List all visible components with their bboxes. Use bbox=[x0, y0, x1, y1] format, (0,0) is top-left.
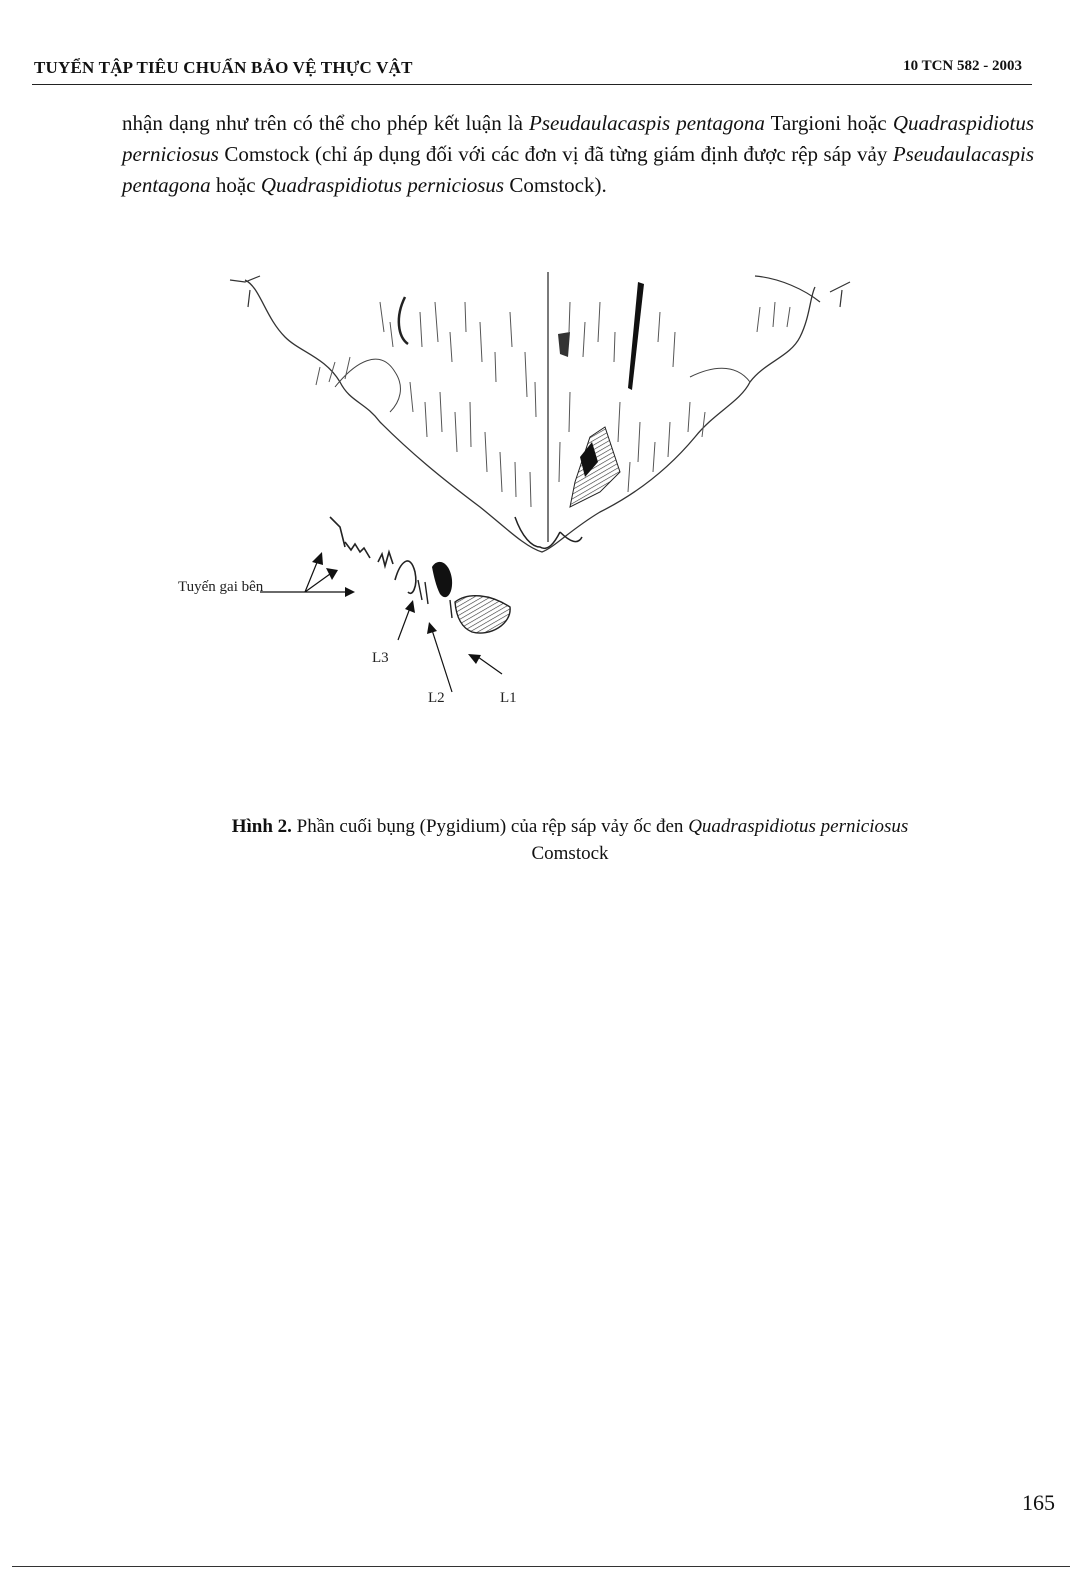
caption-author: Comstock bbox=[531, 843, 609, 864]
arrow-gland-up2-head bbox=[326, 568, 338, 580]
caption-number: Hình 2. bbox=[231, 816, 292, 837]
species-name: Pseudaulacaspis pentagona bbox=[122, 142, 1034, 197]
caption-text: Phần cuối bụng (Pygidium) của rệp sáp vảy ốc đen bbox=[291, 816, 689, 837]
figure-caption bbox=[120, 813, 1020, 867]
paragraph-text: Comstock (chỉ áp dụng đối với các đơn vị đã từng giám định được rệp sáp vảy bbox=[218, 142, 893, 166]
page-number: 165 bbox=[1022, 1490, 1055, 1515]
left-ridge bbox=[399, 297, 408, 344]
page-header bbox=[32, 52, 1032, 85]
shaded-plate bbox=[558, 332, 570, 357]
species-name: Pseudaulacaspis pentagona bbox=[529, 111, 765, 135]
dark-bar bbox=[628, 282, 644, 390]
arrow-gland-up1-head bbox=[312, 552, 323, 565]
pygidium-outline bbox=[245, 280, 815, 552]
paragraph-text: Comstock). bbox=[504, 173, 607, 197]
arrow-l1 bbox=[478, 657, 502, 674]
header-title: TUYỂN TẬP TIÊU CHUẨN BẢO VỆ THỰC VẬT bbox=[34, 58, 413, 77]
arrow-l3 bbox=[398, 608, 410, 640]
species-name: Quadraspidiotus perniciosus bbox=[260, 173, 505, 197]
pygidium-figure bbox=[150, 262, 890, 722]
label-l3: L3 bbox=[372, 650, 389, 666]
paragraph-text: Targioni hoặc bbox=[764, 111, 893, 135]
lobe-l1 bbox=[455, 596, 510, 633]
header-standard-code: 10 TCN 582 - 2003 bbox=[903, 58, 1022, 74]
right-tip bbox=[755, 276, 850, 307]
label-lateral-gland: Tuyến gai bên bbox=[178, 579, 264, 595]
bottom-rule bbox=[12, 1566, 1070, 1567]
paragraph-text: nhận dạng như trên có thể cho phép kết luận là bbox=[122, 111, 529, 135]
arrow-l3-head bbox=[405, 600, 415, 613]
lobe-l2 bbox=[432, 562, 452, 597]
arrow-gland-head bbox=[345, 587, 355, 597]
duct-strokes bbox=[316, 302, 790, 507]
shoulder-curve-right bbox=[690, 368, 750, 382]
shoulder-curve-left bbox=[335, 359, 400, 412]
arrow-l2-head bbox=[427, 622, 437, 634]
pygidium-drawing bbox=[150, 262, 890, 722]
arrow-l1-head bbox=[468, 654, 481, 664]
paragraph-text: hoặc bbox=[210, 173, 261, 197]
label-l1: L1 bbox=[500, 690, 517, 706]
label-l2: L2 bbox=[428, 690, 445, 706]
body-paragraph bbox=[122, 108, 1034, 201]
arrow-l2 bbox=[432, 630, 452, 692]
caption-species: Quadraspidiotus perniciosus bbox=[688, 816, 909, 837]
species-name: Quadraspidiotus perniciosus bbox=[122, 111, 1035, 166]
paraphysis-shaded bbox=[570, 427, 620, 507]
enlarged-margin bbox=[330, 517, 416, 593]
